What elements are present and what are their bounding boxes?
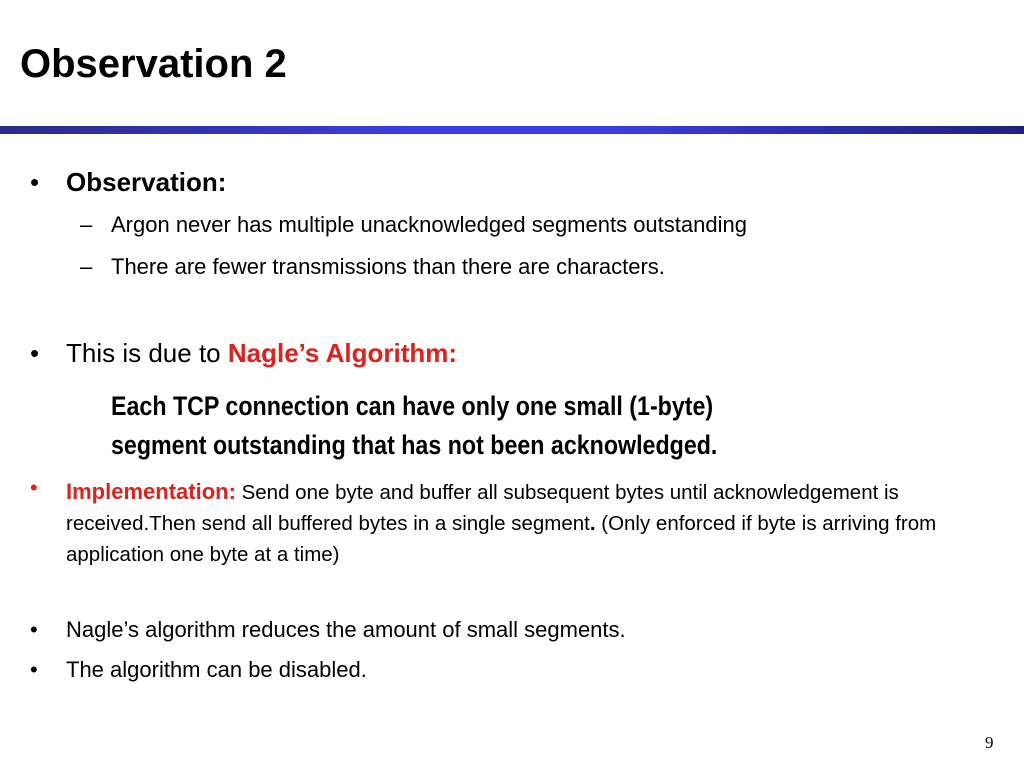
closing-text: The algorithm can be disabled.: [66, 657, 367, 682]
bullet-marker: •: [30, 167, 40, 197]
nagle-highlight: Nagle’s Algorithm:: [227, 338, 458, 368]
page-number: 9: [985, 733, 994, 752]
definition-line-2: segment outstanding that has not been acknowledged.: [111, 430, 718, 460]
bullet-marker: •: [30, 657, 38, 682]
nagle-line: [66, 338, 457, 369]
subitem-text: Argon never has multiple unacknowledged segments outstanding: [111, 212, 747, 237]
observation-heading: Observation:: [66, 167, 227, 197]
nagle-definition: [111, 387, 717, 465]
nagle-prefix: This is due to: [66, 338, 228, 368]
implementation-text-2: (Only enforced if byte is arriving from application one byte at a time): [66, 512, 937, 566]
dash-marker: –: [80, 212, 93, 237]
bullet-marker: •: [30, 617, 38, 642]
bullet-marker: •: [30, 475, 38, 500]
closing-text: Nagle’s algorithm reduces the amount of small segments.: [66, 617, 626, 642]
implementation-label: Implementation:: [66, 479, 236, 504]
implementation-text-1: Send one byte and buffer all subsequent bytes until acknowledgement is received.Then send all buffered bytes in a single segment: [66, 481, 899, 535]
subitem-text: There are fewer transmissions than there are characters.: [111, 254, 665, 279]
implementation-period: .: [589, 512, 596, 535]
implementation-paragraph: [66, 476, 966, 570]
dash-marker: –: [80, 254, 93, 279]
definition-line-1: Each TCP connection can have only one small (1-byte): [111, 391, 714, 421]
title-divider: [0, 126, 1024, 134]
slide-title: Observation 2: [20, 42, 287, 86]
bullet-marker: •: [30, 338, 40, 368]
